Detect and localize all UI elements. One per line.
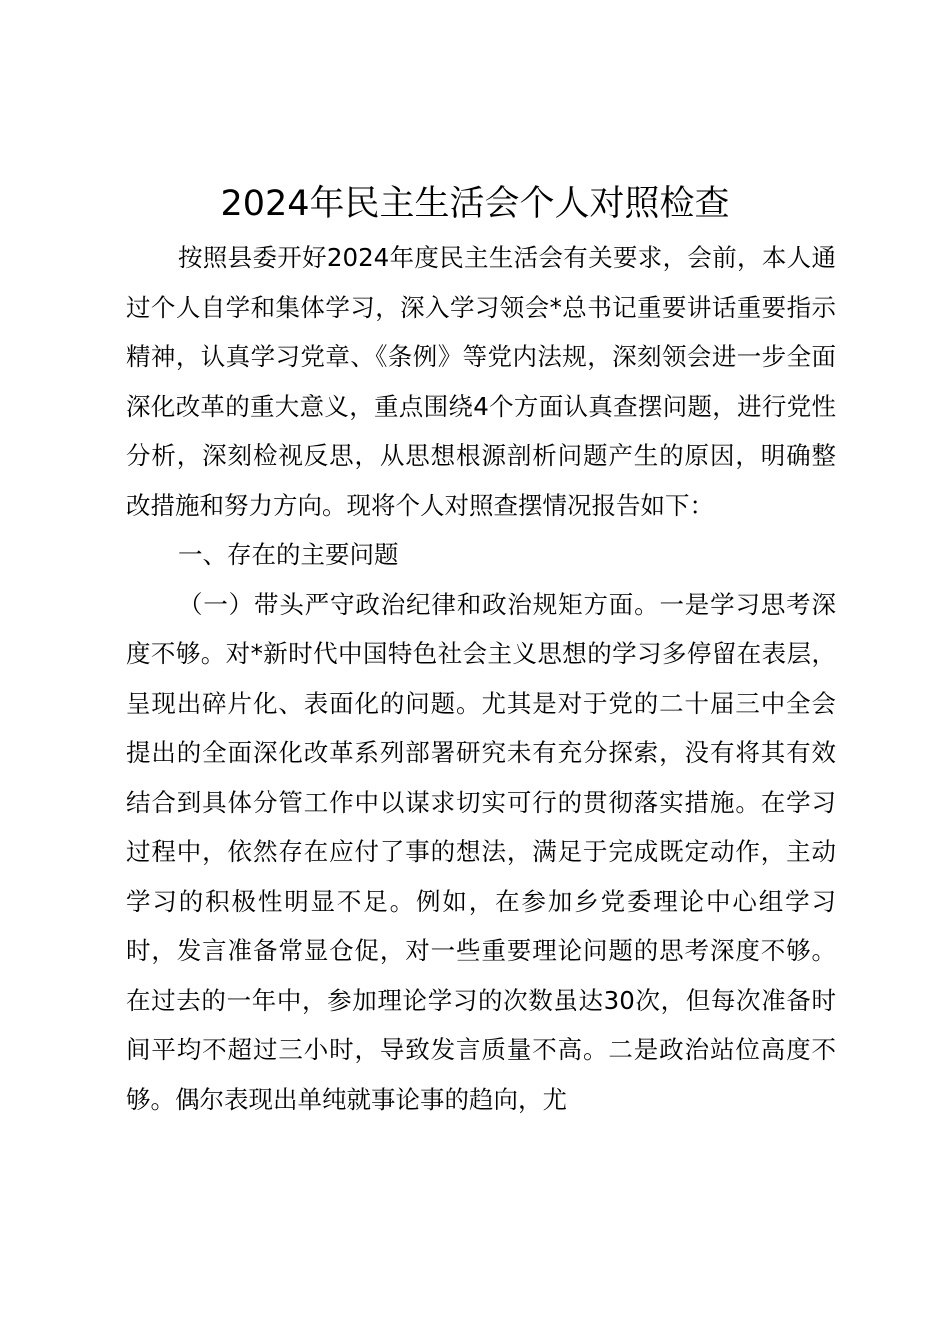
document-title: 2024年民主生活会个人对照检查: [220, 184, 730, 224]
document-body: [126, 233, 836, 1124]
section-heading: 一、存在的主要问题: [178, 540, 399, 569]
section-paragraph: （一）带头严守政治纪律和政治规矩方面。一是学习思考深度不够。对*新时代中国特色社会主义思想的学习多停留在表层，呈现出碎片化、表面化的问题。尤其是对于党的二十届三中全会提出的全面深化改革系列部署研究未有充分探索，没有将其有效结合到具体分管工作中以谋求切实可行的贯彻落实措施。在学习过程中，依然存在应付了事的想法，满足于完成既定动作，主动学习的积极性明显不足。例如，在参加乡党委理论中心组学习时，发言准备常显仓促，对一些重要理论问题的思考深度不够。在过去的一年中，参加理论学习的次数虽达30次，但每次准备时间平均不超过三小时，导致发言质量不高。二是政治站位高度不够。偶尔表现出单纯就事论事的趋向，尤: [126, 589, 836, 1114]
intro-paragraph: 按照县委开好2024年度民主生活会有关要求，会前，本人通过个人自学和集体学习，深入学习领会*总书记重要讲话重要指示精神，认真学习党章、《条例》等党内法规，深刻领会进一步全面深化改革的重大意义，重点围绕4个方面认真查摆问题，进行党性分析，深刻检视反思，从思想根源剖析问题产生的原因，明确整改措施和努力方向。现将个人对照查摆情况报告如下：: [126, 243, 836, 520]
